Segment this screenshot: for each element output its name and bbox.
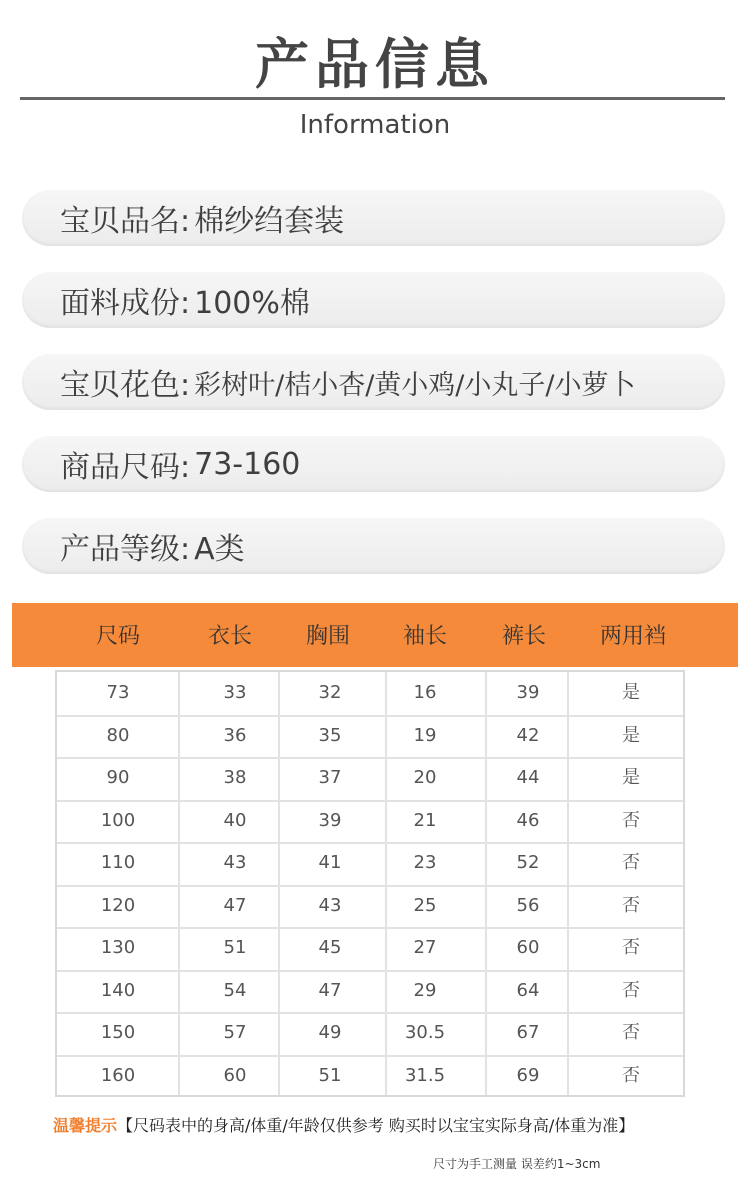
size-table: [55, 670, 685, 1097]
table-cell: 47: [318, 979, 342, 1001]
table-cell: 54: [223, 979, 247, 1001]
table-cell: 是: [622, 767, 640, 788]
table-cell: 43: [223, 852, 247, 873]
info-label: 宝贝品名:: [60, 204, 191, 239]
info-row-grade: [22, 518, 725, 574]
table-cell: 90: [106, 767, 130, 788]
table-cell: 29: [413, 979, 437, 1001]
table-cell: 否: [622, 937, 640, 958]
column-header: 裤长: [501, 624, 546, 649]
table-cell: 否: [622, 1022, 640, 1043]
tip-text: 【尺码表中的身高/体重/年龄仅供参考 购买时以宝宝实际身高/体重为准】: [117, 1116, 635, 1135]
info-label: 商品尺码:: [60, 450, 191, 485]
table-cell: 否: [622, 809, 640, 831]
info-value: 100%棉: [194, 286, 310, 321]
table-cell: 100: [100, 809, 136, 831]
table-cell: 是: [622, 724, 640, 746]
table-cell: 32: [318, 682, 342, 703]
warm-tip: [53, 1113, 634, 1136]
table-cell: 43: [318, 894, 342, 916]
table-cell: 49: [318, 1022, 342, 1043]
table-cell: 否: [622, 979, 640, 1001]
table-cell: 21: [413, 809, 437, 831]
table-cell: 60: [516, 937, 540, 958]
table-cell: 42: [516, 724, 540, 746]
column-header: 胸围: [305, 624, 350, 649]
table-cell: 46: [516, 809, 540, 831]
table-cell: 19: [413, 724, 437, 746]
info-row-fabric: [22, 272, 725, 328]
table-cell: 44: [516, 767, 540, 788]
info-value: 73-160: [194, 446, 301, 482]
column-header: 两用裆: [599, 624, 666, 649]
table-cell: 160: [100, 1064, 136, 1086]
table-cell: 140: [100, 979, 136, 1001]
column-header: 尺码: [95, 624, 140, 649]
table-cell: 是: [622, 682, 640, 703]
table-cell: 40: [223, 809, 247, 831]
table-cell: 64: [516, 979, 540, 1001]
title-divider: [20, 97, 725, 100]
table-cell: 47: [223, 894, 247, 916]
table-cell: 33: [223, 682, 247, 703]
table-cell: 否: [622, 894, 640, 916]
table-cell: 23: [413, 852, 437, 873]
table-cell: 38: [223, 767, 247, 788]
table-cell: 20: [413, 767, 437, 788]
table-cell: 36: [223, 724, 247, 746]
table-cell: 51: [223, 937, 247, 958]
table-cell: 67: [516, 1022, 540, 1043]
table-cell: 69: [516, 1064, 540, 1086]
table-cell: 否: [622, 1064, 640, 1086]
table-column-divider: [178, 672, 180, 1095]
table-cell: 45: [318, 937, 342, 958]
column-header: 衣长: [207, 624, 252, 649]
table-cell: 31.5: [404, 1064, 446, 1086]
table-cell: 16: [413, 682, 437, 703]
size-table-header: [12, 603, 738, 667]
table-cell: 150: [100, 1022, 136, 1043]
info-value: A类: [194, 532, 245, 567]
info-value: 彩树叶/桔小杏/黄小鸡/小丸子/小萝卜: [194, 369, 636, 401]
info-row-product-name: [22, 190, 725, 246]
table-cell: 39: [516, 682, 540, 703]
table-cell: 110: [100, 852, 136, 873]
info-label: 宝贝花色:: [60, 368, 191, 403]
tip-label: 温馨提示: [53, 1116, 118, 1135]
table-cell: 73: [106, 682, 130, 703]
table-cell: 120: [100, 894, 136, 916]
table-cell: 130: [100, 937, 136, 958]
table-cell: 57: [223, 1022, 247, 1043]
table-cell: 51: [318, 1064, 342, 1086]
info-value: 棉纱绉套装: [194, 204, 345, 239]
table-cell: 39: [318, 809, 342, 831]
table-cell: 52: [516, 852, 540, 873]
table-cell: 80: [106, 724, 130, 746]
info-label: 面料成份:: [60, 286, 191, 321]
info-row-sizes: [22, 436, 725, 492]
measurement-note: 尺寸为手工测量 误差约1~3cm: [433, 1157, 601, 1171]
table-cell: 35: [318, 724, 342, 746]
column-header: 袖长: [402, 624, 447, 649]
table-cell: 37: [318, 767, 342, 788]
table-cell: 25: [413, 894, 437, 916]
table-cell: 27: [413, 937, 437, 958]
table-cell: 60: [223, 1064, 247, 1086]
info-label: 产品等级:: [60, 532, 191, 567]
page-title: 产品信息: [255, 33, 495, 96]
table-cell: 30.5: [404, 1022, 446, 1043]
table-cell: 41: [318, 852, 342, 873]
table-cell: 56: [516, 894, 540, 916]
page-subtitle: Information: [299, 110, 451, 140]
info-row-colors: [22, 354, 725, 410]
table-cell: 否: [622, 852, 640, 873]
